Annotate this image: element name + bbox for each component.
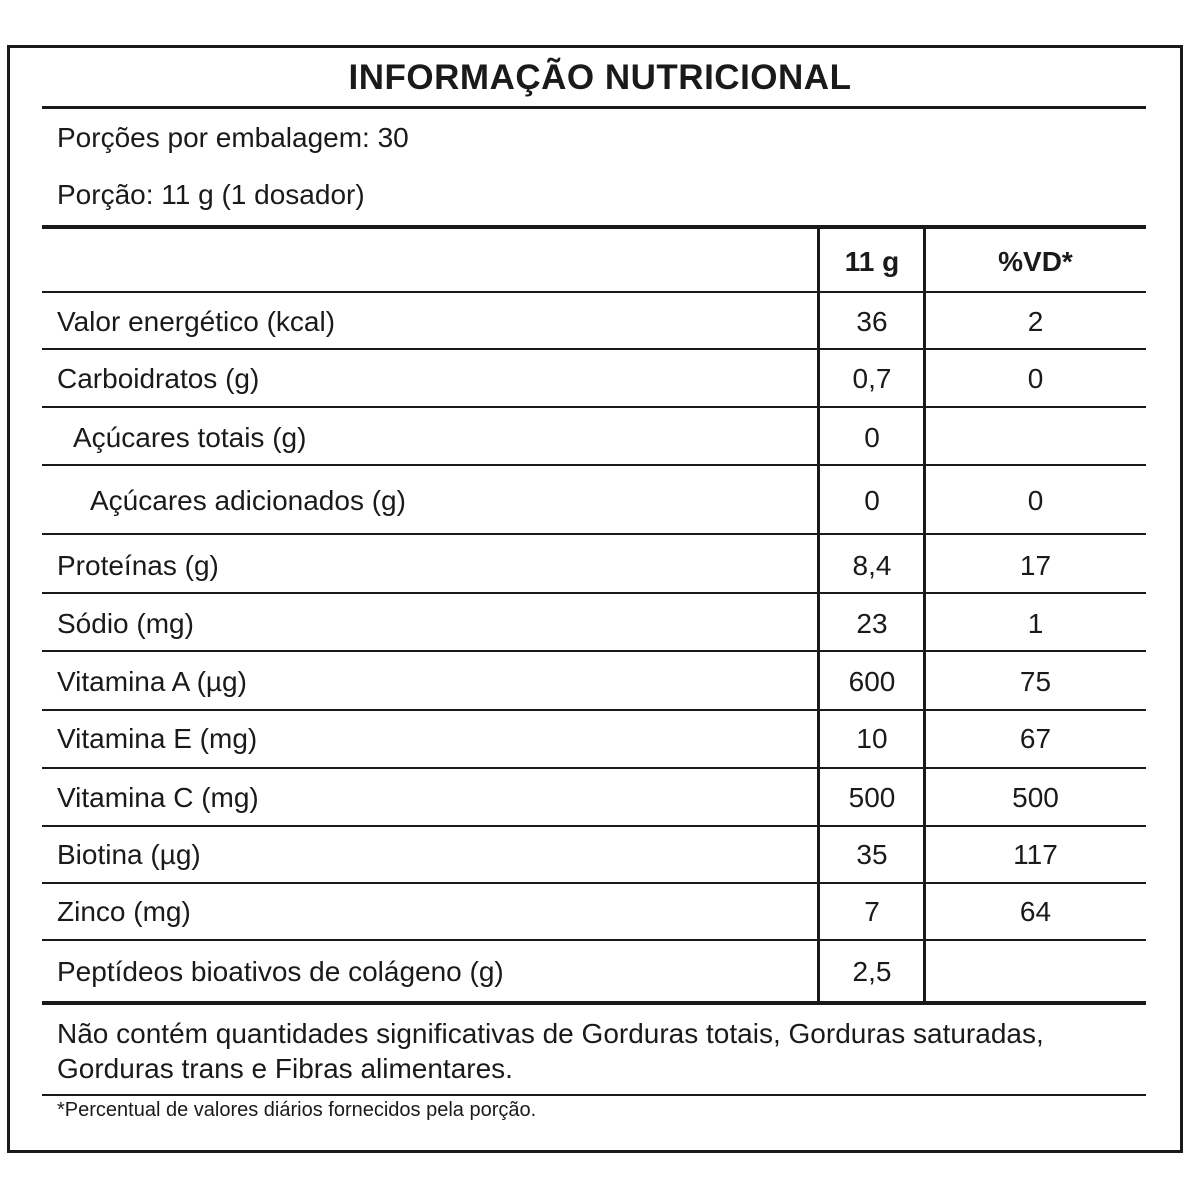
row-dv: 67 <box>1019 723 1052 754</box>
row-divider <box>42 291 1146 293</box>
row-label: Vitamina E (mg) <box>57 723 258 754</box>
row-label: Proteínas (g) <box>57 550 219 581</box>
footnote-divider <box>42 1094 1146 1096</box>
row-dv: 64 <box>1019 896 1052 927</box>
serving-size: Porção: 11 g (1 dosador) <box>57 179 365 210</box>
row-divider <box>42 592 1146 594</box>
row-label: Zinco (mg) <box>57 896 191 927</box>
row-divider <box>42 882 1146 884</box>
label-title: INFORMAÇÃO NUTRICIONAL <box>348 58 852 97</box>
row-label: Vitamina C (mg) <box>57 782 259 813</box>
header-dv: %VD* <box>998 246 1073 277</box>
row-amount: 0 <box>864 485 880 516</box>
table-top-border <box>42 225 1146 229</box>
row-dv: 2 <box>1027 306 1044 337</box>
row-amount: 7 <box>864 896 880 927</box>
row-label: Valor energético (kcal) <box>57 306 336 337</box>
row-dv: 0 <box>1027 485 1044 516</box>
dv-footnote: *Percentual de valores diários fornecidos pela porção. <box>57 1099 537 1121</box>
servings-per-package: Porções por embalagem: 30 <box>57 122 409 153</box>
row-amount: 500 <box>848 782 896 813</box>
row-divider <box>42 406 1146 408</box>
row-dv: 75 <box>1019 666 1052 697</box>
row-divider <box>42 825 1146 827</box>
table-bottom-border <box>42 1001 1146 1005</box>
row-label: Sódio (mg) <box>57 608 194 639</box>
row-divider <box>42 348 1146 350</box>
row-dv: 500 <box>1012 782 1059 813</box>
row-divider <box>42 533 1146 535</box>
row-amount: 10 <box>856 723 888 754</box>
row-label: Açúcares totais (g) <box>73 422 307 453</box>
not-significant-note: Não contém quantidades significativas de Gorduras totais, Gorduras saturadas, Gorduras trans e Fibras alimentares. <box>57 1018 1044 1084</box>
row-dv: 1 <box>1027 608 1044 639</box>
row-amount: 2,5 <box>852 956 892 987</box>
row-divider <box>42 709 1146 711</box>
row-label: Carboidratos (g) <box>57 363 260 394</box>
row-label: Açúcares adicionados (g) <box>90 485 406 516</box>
row-dv: 17 <box>1019 550 1052 581</box>
row-amount: 36 <box>856 306 888 337</box>
row-dv: 117 <box>1013 839 1058 870</box>
row-amount: 8,4 <box>852 550 892 581</box>
row-amount: 0 <box>864 422 880 453</box>
row-divider <box>42 767 1146 769</box>
row-amount: 600 <box>848 666 896 697</box>
title-divider <box>42 106 1146 109</box>
row-dv: 0 <box>1027 363 1044 394</box>
header-amount: 11 g <box>844 246 900 277</box>
row-amount: 35 <box>856 839 888 870</box>
row-amount: 0,7 <box>852 363 892 394</box>
row-label: Vitamina A (µg) <box>57 666 247 697</box>
row-label: Biotina (µg) <box>57 839 201 870</box>
row-divider <box>42 464 1146 466</box>
row-label: Peptídeos bioativos de colágeno (g) <box>57 956 504 987</box>
row-divider <box>42 650 1146 652</box>
row-divider <box>42 939 1146 941</box>
row-amount: 23 <box>856 608 888 639</box>
